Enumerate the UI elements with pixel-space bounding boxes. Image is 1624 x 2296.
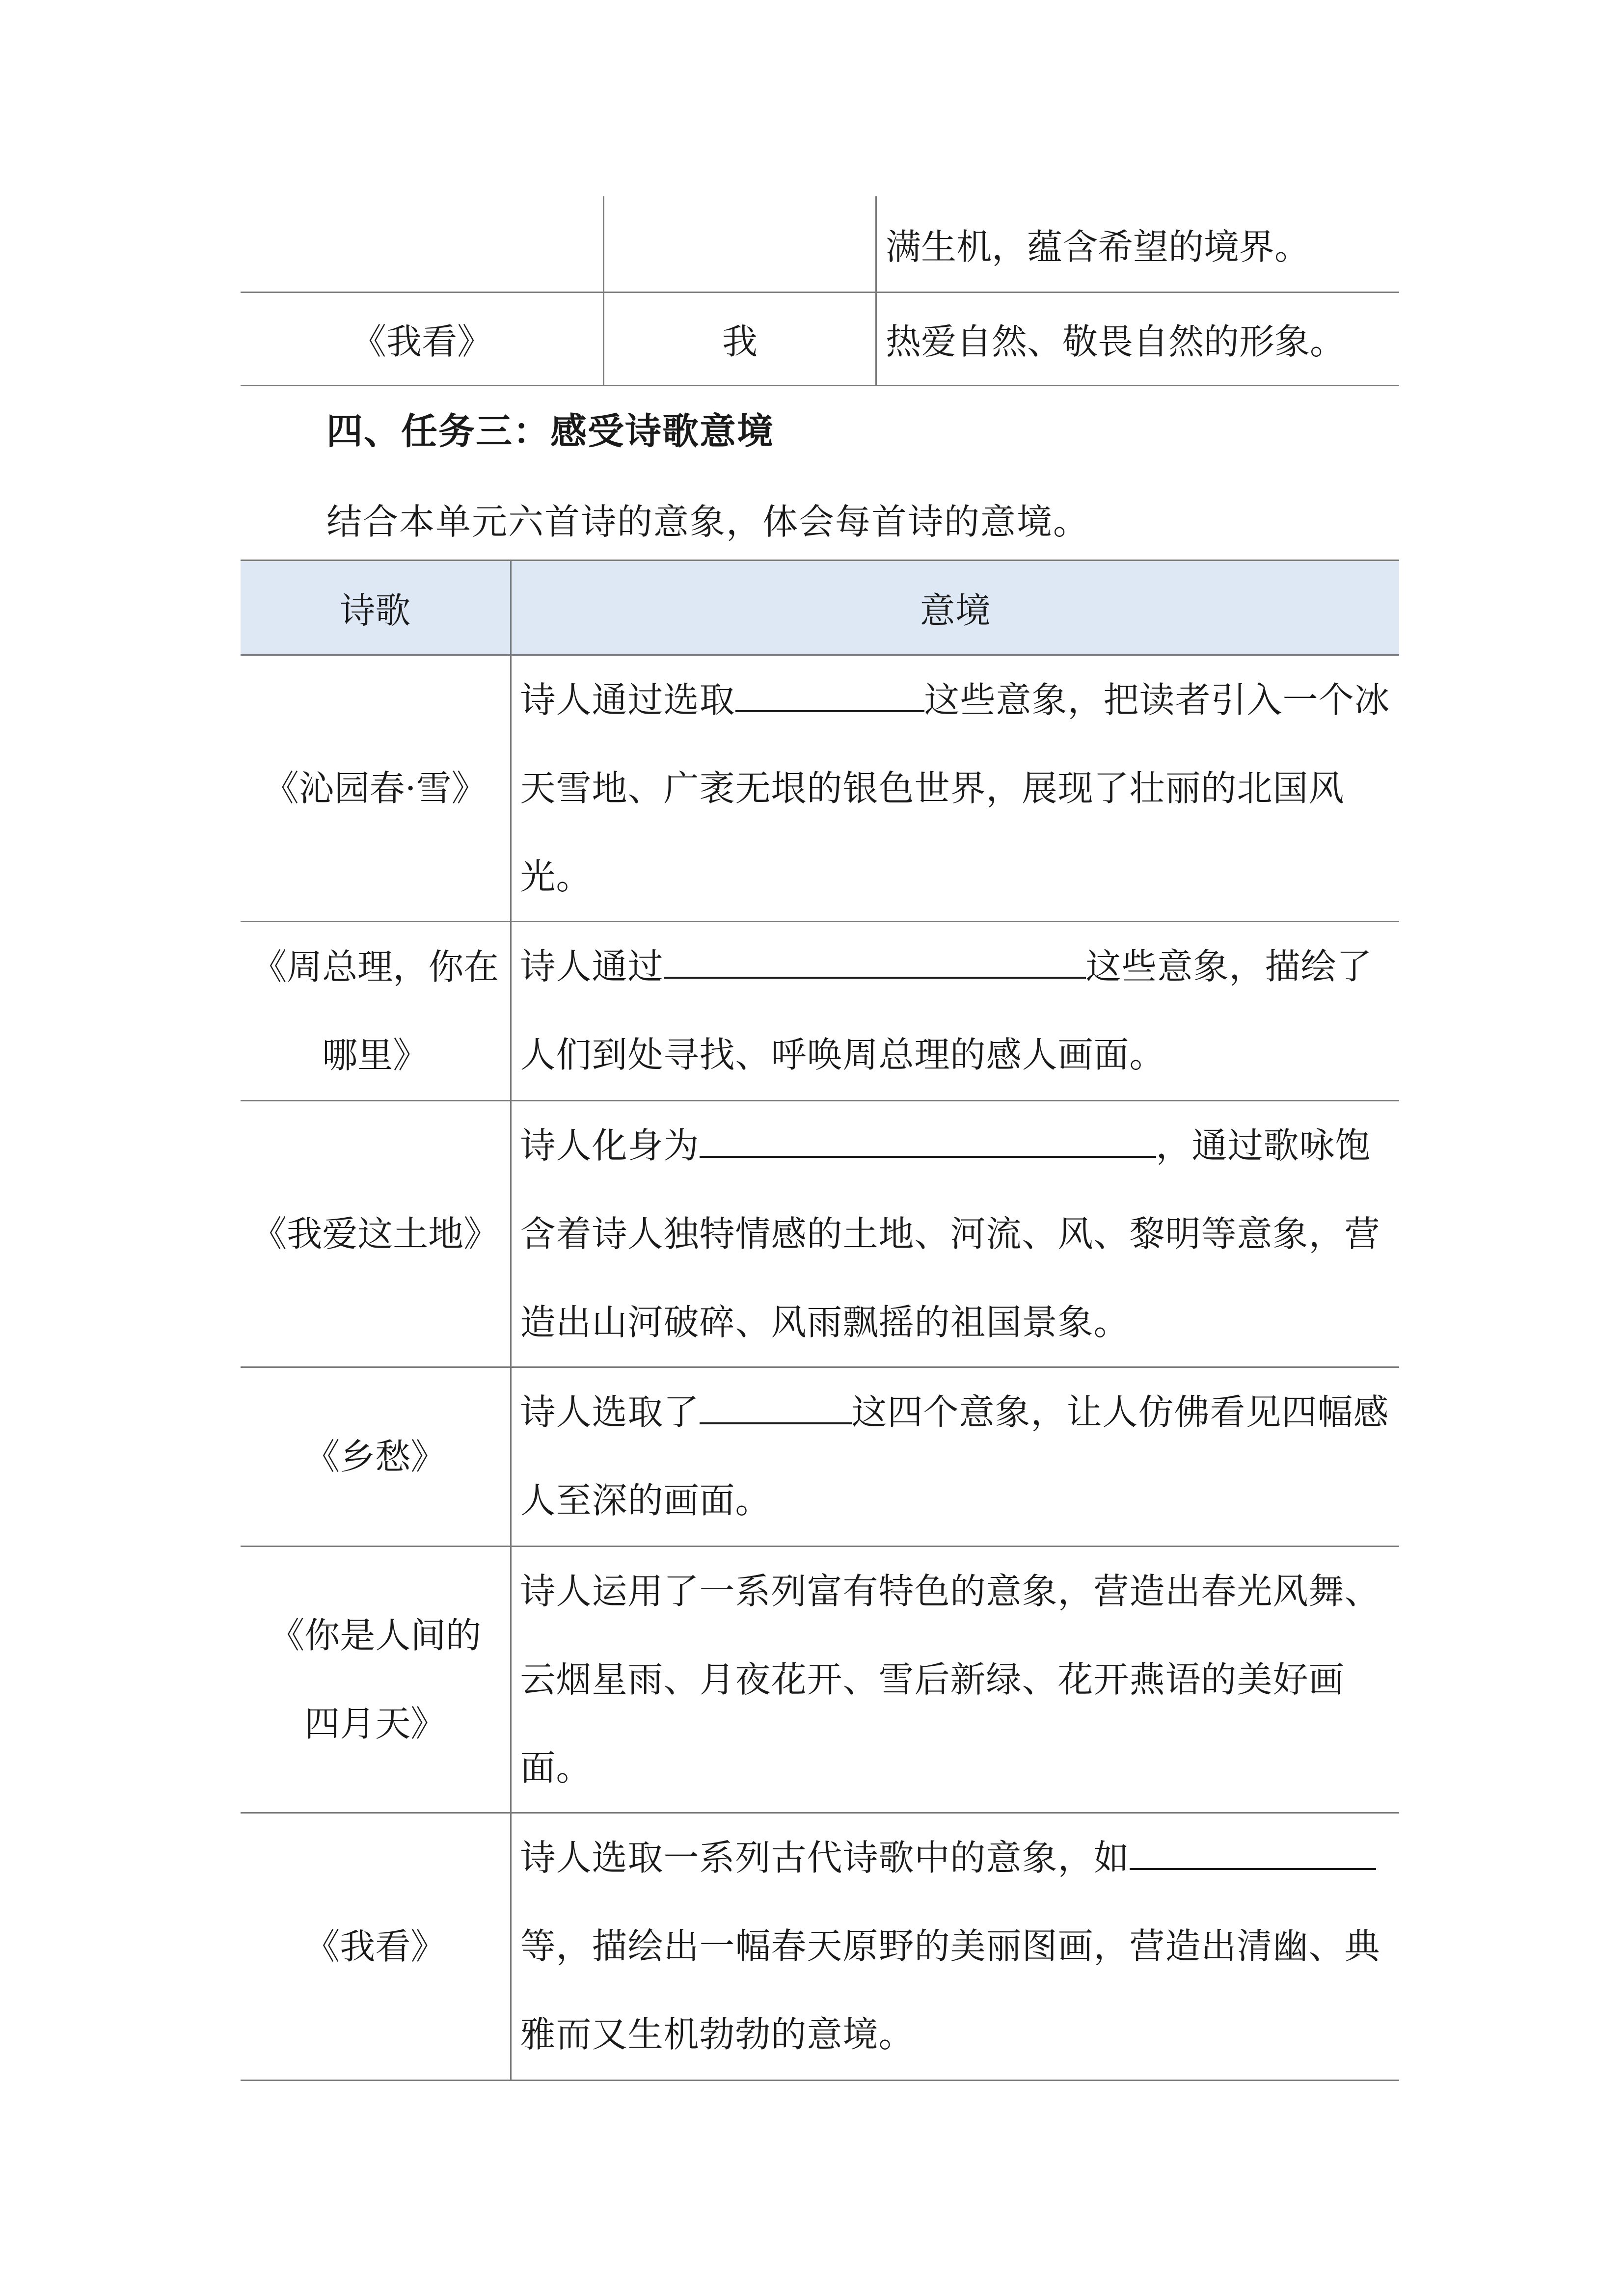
mood-cell [511, 1813, 1399, 2081]
poem-title-cell [241, 1547, 511, 1813]
section-heading: 四、任务三：感受诗歌意境 [326, 410, 774, 453]
image-cell: 满生机，蕴含希望的境界。 [876, 196, 1400, 292]
fill-in-blank[interactable] [735, 682, 924, 712]
poem-title-cell [241, 922, 511, 1101]
poem-cell [241, 196, 604, 292]
mood-text-before: 诗人选取了 [520, 1391, 700, 1433]
fill-in-blank[interactable] [700, 1127, 1156, 1158]
poem-title-cont: 哪里》 [322, 1035, 429, 1076]
mood-cell [511, 1547, 1399, 1813]
poem-title: 《我爱这土地》 [251, 1213, 499, 1255]
mood-cell [511, 1367, 1399, 1547]
poem-title-cell [241, 1813, 511, 2081]
poem-title: 《你是人间的 [269, 1615, 482, 1656]
mood-text-before: 诗人通过选取 [520, 679, 735, 721]
table-row [241, 655, 1399, 922]
speaker-cell [604, 196, 876, 292]
poem-title-cont: 四月天》 [304, 1703, 446, 1744]
table-header-row [241, 561, 1399, 655]
fill-in-blank[interactable] [1130, 1840, 1341, 1870]
poem-cell: 《我看》 [241, 292, 604, 385]
image-cell: 热爱自然、敬畏自然的形象。 [876, 292, 1400, 385]
mood-text-before: 诗人化身为 [520, 1125, 700, 1166]
section-intro: 结合本单元六首诗的意象，体会每首诗的意境。 [326, 501, 1090, 542]
header-mood: 意境 [511, 561, 1399, 655]
fill-in-blank[interactable] [664, 948, 1086, 979]
poem-title: 《周总理，你在 [251, 946, 499, 988]
table-row [241, 1813, 1399, 2081]
mood-text-before: 诗人通过 [520, 946, 664, 987]
table-row [241, 1367, 1399, 1547]
mood-cell [511, 1101, 1399, 1367]
mood-text-before: 诗人选取一系列古代诗歌中的意象，如 [520, 1837, 1130, 1878]
poem-title: 《我看》 [304, 1926, 446, 1967]
mood-text-after: 这四个意象，让人仿佛看见四幅感人至深的画面。 [520, 1391, 1389, 1521]
mood-text-after: 这些意象，把读者引入一个冰天雪地、广袤无垠的银色世界，展现了壮丽的北国风光。 [520, 679, 1390, 897]
mood-cell [511, 655, 1399, 922]
fill-in-blank[interactable] [700, 1394, 852, 1424]
header-poem: 诗歌 [241, 561, 511, 655]
table-row [241, 1101, 1399, 1367]
speaker-cell: 我 [604, 292, 876, 385]
mood-table [241, 560, 1399, 2081]
table-row [241, 196, 1399, 292]
table-row [241, 292, 1399, 385]
table-row [241, 1547, 1399, 1813]
poem-title-cell [241, 1101, 511, 1367]
mood-text-after: 等，描绘出一幅春天原野的美丽图画，营造出清幽、典雅而又生机勃勃的意境。 [520, 1925, 1380, 2055]
poem-title: 《乡愁》 [304, 1436, 446, 1477]
fill-in-blank-cont[interactable] [1341, 1840, 1376, 1870]
mood-text: 诗人运用了一系列富有特色的意象，营造出春光风舞、云烟星雨、月夜花开、雪后新绿、花开燕语的美好画面。 [520, 1571, 1380, 1789]
mood-cell [511, 922, 1399, 1101]
poem-title: 《沁园春·雪》 [263, 768, 487, 809]
poem-title-cell [241, 1367, 511, 1547]
poem-title-cell [241, 655, 511, 922]
imagery-table-continued [241, 196, 1399, 386]
table-row [241, 922, 1399, 1101]
mood-text-after: 这些意象，描绘了人们到处寻找、呼唤周总理的感人画面。 [520, 946, 1373, 1075]
mood-text-after: ，通过歌咏饱含着诗人独特情感的土地、河流、风、黎明等意象，营造出山河破碎、风雨飘摇的祖国景象。 [520, 1125, 1380, 1343]
